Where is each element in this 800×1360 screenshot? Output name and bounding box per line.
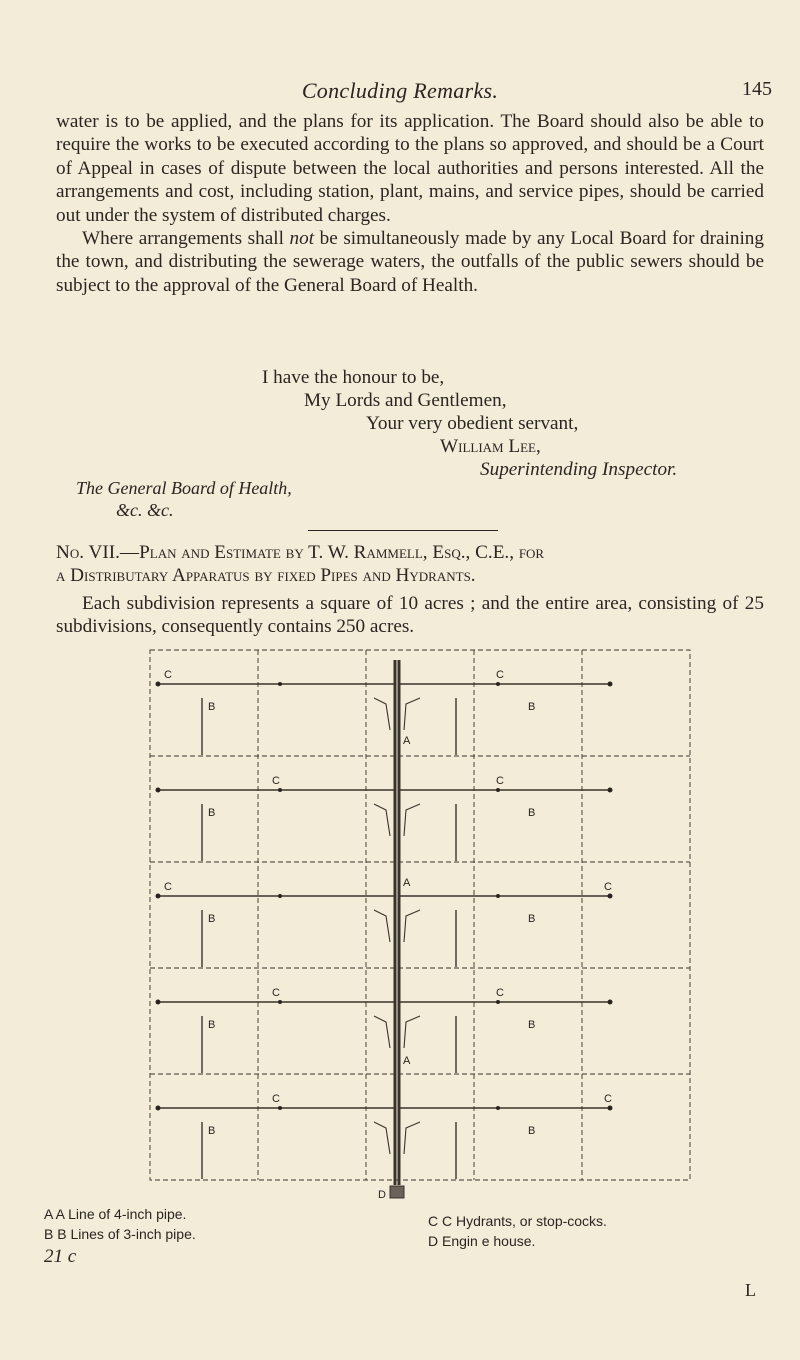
section-text: Each subdivision represents a square of 10 acres ; and the entire area, consisting of 25 subdivisions, consequently contains 250 acres. [56,593,764,638]
label-b: B [528,1125,536,1137]
engine-house [390,1186,404,1198]
label-b: B [528,807,536,819]
paragraph-2: Where arrangements shall not be simultaneously made by any Local Board for draining the town, and distributing the sewerage waters, the outfalls of the public sewers should be subject to the approval of the General Board of Health. [56,228,764,296]
label-b: B [208,701,216,713]
running-title: Concluding Remarks. [301,78,499,103]
section-divider [308,530,498,531]
label-c: C [272,987,280,999]
legend-aa: A A Line of 4-inch pipe. [44,1206,187,1222]
corner-mark: L [745,1280,756,1300]
body-text [56,110,764,297]
page-number: 145 [742,78,772,100]
label-c: C [496,987,504,999]
closing-line-3: Your very obedient servant, [366,413,579,434]
section-title-line-2: a Distributary Apparatus by fixed Pipes and Hydrants. [56,565,476,587]
label-d: D [378,1189,386,1200]
plan-diagram [140,640,700,1200]
closing-line-1: I have the honour to be, [262,367,445,388]
branch-lines-bb [202,698,456,1179]
diagram-labels [164,669,612,1200]
signature-mark: 21 c [44,1246,77,1267]
label-a: A [403,877,411,889]
label-c: C [604,881,612,893]
section-title [56,541,764,588]
section-title-line-1: No. VII.—Plan and Estimate by T. W. Rammell, Esq., C.E., for [56,542,545,563]
label-c: C [272,775,280,787]
label-c: C [164,669,172,681]
label-a: A [403,735,411,747]
paragraph-1: water is to be applied, and the plans for its application. The Board should also be able to require the works to be executed according to the plans so approved, and should be a Court of Appeal in cases of dispute between the local authorities and persons interested. All the arrangements and cost, including station, plant, mains, and service pipes, should be carried out under the system of distributed charges. [56,111,764,226]
addressee-line-2: &c. &c. [116,500,174,520]
junction-marks [374,698,420,1154]
label-c: C [496,669,504,681]
label-b: B [208,807,216,819]
label-b: B [528,913,536,925]
label-c: C [604,1093,612,1105]
signature-title: Superintending Inspector. [480,459,678,480]
signature-name: William Lee, [440,436,541,457]
addressee [76,477,292,521]
emphasis-not: not [289,228,315,250]
main-pipe-aa [395,660,399,1185]
label-b: B [528,701,536,713]
label-b: B [528,1019,536,1031]
addressee-line-1: The General Board of Health, [76,478,292,498]
hydrant-lines-cc [158,684,610,1108]
label-b: B [208,1019,216,1031]
label-b: B [208,913,216,925]
label-b: B [208,1125,216,1137]
label-c: C [272,1093,280,1105]
legend-dd: D Engin e house. [428,1233,536,1249]
legend-cc: C C Hydrants, or stop-cocks. [428,1213,607,1229]
legend-bb: B B Lines of 3-inch pipe. [44,1226,196,1242]
label-c: C [496,775,504,787]
closing-line-2: My Lords and Gentlemen, [304,390,507,411]
label-c: C [164,881,172,893]
label-a: A [403,1055,411,1067]
